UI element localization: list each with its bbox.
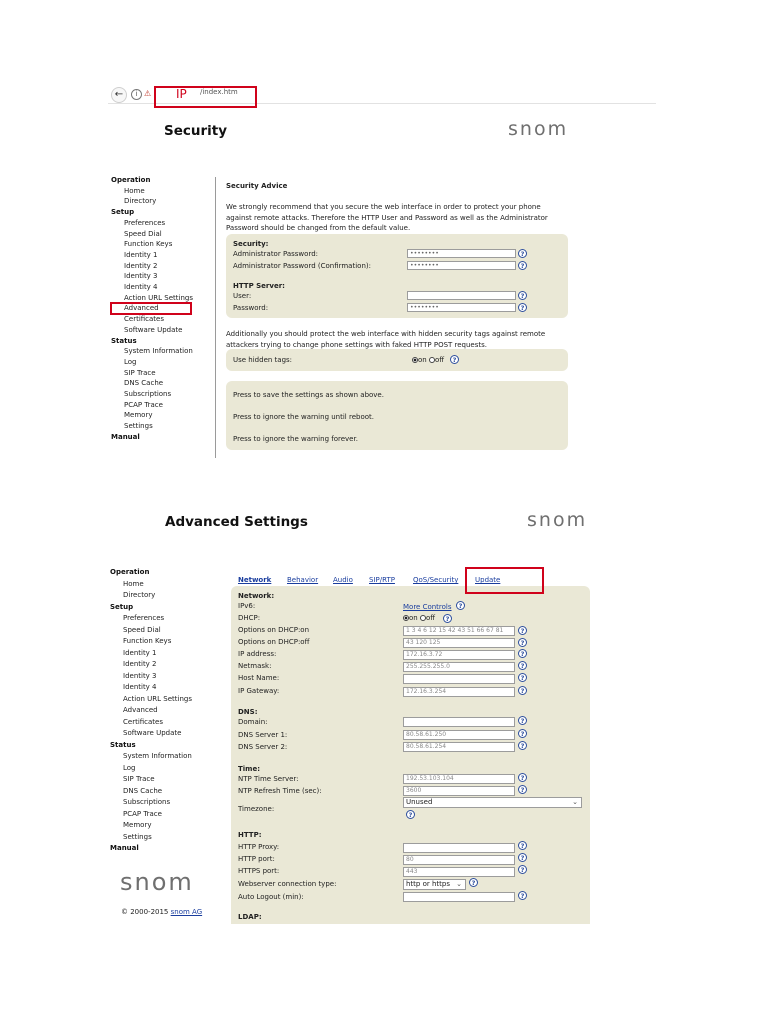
host-label: Host Name: bbox=[238, 674, 280, 682]
sidebar-item-sip-trace[interactable]: SIP Trace bbox=[124, 368, 156, 377]
radio-off-label: off bbox=[434, 356, 445, 364]
help-icon[interactable]: ? bbox=[518, 741, 527, 750]
help-icon[interactable]: ? bbox=[518, 261, 527, 270]
security-fields-panel bbox=[226, 234, 568, 318]
options-on-input[interactable]: 1 3 4 6 12 15 42 43 51 66 67 81 bbox=[403, 626, 515, 636]
tab-qos-security[interactable]: QoS/Security bbox=[413, 576, 459, 584]
sidebar-item-function-keys[interactable]: Function Keys bbox=[123, 637, 172, 645]
options-off-input[interactable]: 43 120 125 bbox=[403, 638, 515, 648]
help-icon[interactable]: ? bbox=[469, 878, 478, 887]
sidebar-item-software-update[interactable]: Software Update bbox=[124, 325, 183, 334]
help-icon[interactable]: ? bbox=[518, 729, 527, 738]
sidebar-item-speed-dial[interactable]: Speed Dial bbox=[124, 229, 162, 238]
sidebar-item-action-url[interactable]: Action URL Settings bbox=[124, 293, 193, 302]
admin-password-label: Administrator Password: bbox=[233, 250, 318, 258]
webserver-select[interactable] bbox=[403, 879, 466, 890]
security-advice-title: Security Advice bbox=[226, 182, 288, 190]
hidden-tags-panel bbox=[226, 349, 568, 371]
sidebar-item-identity-1[interactable]: Identity 1 bbox=[123, 648, 157, 657]
save-settings-button[interactable]: Press to save the settings as shown above. bbox=[233, 391, 384, 399]
user-row bbox=[226, 291, 568, 302]
sidebar-item-advanced[interactable]: Advanced bbox=[124, 304, 159, 313]
ip-label: IP address: bbox=[238, 650, 277, 658]
sidebar-item-system-information[interactable]: System Information bbox=[123, 752, 192, 760]
help-icon[interactable]: ? bbox=[518, 661, 527, 670]
sidebar-item-log[interactable]: Log bbox=[123, 763, 136, 772]
domain-label: Domain: bbox=[238, 718, 268, 726]
options-off-label: Options on DHCP:off bbox=[238, 638, 310, 646]
hidden-tags-text: Additionally you should protect the web interface with hidden security tags against remote attackers trying to change phone settings with faked HTTP POST requests. bbox=[226, 330, 546, 349]
copyright-link[interactable]: snom AG bbox=[170, 908, 203, 916]
advanced-sidebar bbox=[110, 567, 220, 855]
help-icon[interactable]: ? bbox=[518, 303, 527, 312]
sidebar-item-identity-2[interactable]: Identity 2 bbox=[124, 261, 158, 270]
dns2-input[interactable]: 80.58.61.254 bbox=[403, 742, 515, 752]
user-input[interactable] bbox=[407, 291, 516, 300]
sidebar-item-identity-1[interactable]: Identity 1 bbox=[124, 250, 158, 259]
dhcp-radio-group bbox=[403, 614, 435, 622]
tab-audio[interactable]: Audio bbox=[333, 576, 353, 584]
sidebar-item-speed-dial[interactable]: Speed Dial bbox=[123, 625, 161, 634]
dns-heading: DNS: bbox=[238, 708, 258, 716]
sidebar-item-identity-3[interactable]: Identity 3 bbox=[123, 671, 157, 680]
sidebar-item-pcap-trace[interactable]: PCAP Trace bbox=[124, 400, 163, 409]
sidebar-item-identity-4[interactable]: Identity 4 bbox=[124, 283, 158, 292]
sidebar-item-certificates[interactable]: Certificates bbox=[124, 315, 165, 324]
help-icon[interactable]: ? bbox=[518, 638, 527, 647]
sidebar-section-operation: Operation bbox=[111, 176, 151, 184]
dns2-label: DNS Server 2: bbox=[238, 743, 288, 751]
https-port-input[interactable]: 443 bbox=[403, 867, 515, 877]
webserver-label: Webserver connection type: bbox=[238, 880, 337, 888]
sidebar-item-function-keys[interactable]: Function Keys bbox=[124, 240, 173, 249]
tab-update[interactable]: Update bbox=[475, 576, 501, 584]
ntp-server-label: NTP Time Server: bbox=[238, 775, 299, 783]
help-icon[interactable]: ? bbox=[518, 291, 527, 300]
sidebar-item-settings[interactable]: Settings bbox=[124, 422, 153, 431]
password-row bbox=[226, 303, 568, 314]
sidebar-divider bbox=[215, 177, 216, 458]
help-icon[interactable]: ? bbox=[518, 673, 527, 682]
https-port-label: HTTPS port: bbox=[238, 867, 280, 875]
tab-network[interactable]: Network bbox=[238, 576, 272, 584]
user-label: User: bbox=[233, 292, 252, 300]
timezone-select[interactable] bbox=[403, 797, 582, 808]
host-input[interactable] bbox=[403, 674, 515, 684]
timezone-label: Timezone: bbox=[238, 805, 275, 813]
http-port-label: HTTP port: bbox=[238, 855, 275, 863]
sidebar-item-preferences[interactable]: Preferences bbox=[124, 218, 166, 227]
help-icon[interactable]: ? bbox=[518, 686, 527, 695]
actions-panel bbox=[226, 381, 568, 450]
admin-confirm-row bbox=[226, 261, 568, 272]
http-server-heading: HTTP Server: bbox=[233, 282, 285, 290]
info-icon[interactable]: i bbox=[131, 89, 142, 100]
netmask-input[interactable]: 255.255.255.0 bbox=[403, 662, 515, 672]
hidden-tags-radio-group bbox=[412, 356, 444, 364]
sidebar-section-status: Status bbox=[111, 336, 137, 345]
ldap-heading: LDAP: bbox=[238, 913, 262, 921]
snom-logo: snom bbox=[527, 509, 588, 531]
sidebar-item-home[interactable]: Home bbox=[124, 186, 145, 195]
snom-logo: snom bbox=[508, 118, 569, 140]
sidebar-item-directory[interactable]: Directory bbox=[123, 591, 156, 599]
help-icon[interactable]: ? bbox=[518, 785, 527, 794]
sidebar-item-directory[interactable]: Directory bbox=[124, 197, 157, 206]
sidebar-item-pcap-trace[interactable]: PCAP Trace bbox=[123, 809, 162, 818]
dns1-label: DNS Server 1: bbox=[238, 731, 288, 739]
lock-icon: ⚠ bbox=[144, 89, 152, 98]
domain-input[interactable] bbox=[403, 717, 515, 727]
advanced-page-title: Advanced Settings bbox=[165, 514, 308, 530]
help-icon[interactable]: ? bbox=[518, 716, 527, 725]
netmask-label: Netmask: bbox=[238, 662, 272, 670]
http-heading: HTTP: bbox=[238, 831, 262, 839]
security-heading: Security: bbox=[233, 240, 269, 248]
sidebar-item-subscriptions[interactable]: Subscriptions bbox=[123, 798, 171, 806]
hidden-tags-label: Use hidden tags: bbox=[233, 356, 293, 364]
network-heading: Network: bbox=[238, 592, 275, 600]
sidebar-item-dns-cache[interactable]: DNS Cache bbox=[123, 786, 163, 795]
sidebar-item-certificates[interactable]: Certificates bbox=[123, 717, 164, 726]
dhcp-off-label: off bbox=[425, 614, 436, 622]
timezone-value: Unused bbox=[406, 798, 433, 806]
help-icon[interactable]: ? bbox=[450, 355, 459, 364]
password-label: Password: bbox=[233, 304, 269, 312]
sidebar-section-status: Status bbox=[110, 740, 136, 749]
ip-input[interactable]: 172.16.3.72 bbox=[403, 650, 515, 660]
ignore-forever-button[interactable]: Press to ignore the warning forever. bbox=[233, 435, 358, 443]
ntp-refresh-input[interactable]: 3600 bbox=[403, 786, 515, 796]
sidebar-item-preferences[interactable]: Preferences bbox=[123, 614, 165, 622]
sidebar-section-manual[interactable]: Manual bbox=[111, 432, 140, 441]
dns1-input[interactable]: 80.58.61.250 bbox=[403, 730, 515, 740]
sidebar-item-settings[interactable]: Settings bbox=[123, 832, 152, 841]
sidebar-section-manual[interactable]: Manual bbox=[110, 844, 139, 852]
sidebar-section-operation: Operation bbox=[110, 568, 150, 576]
gateway-label: IP Gateway: bbox=[238, 687, 280, 695]
tab-sip-rtp[interactable]: SIP/RTP bbox=[369, 576, 395, 584]
sidebar-section-setup: Setup bbox=[111, 208, 135, 217]
help-icon[interactable]: ? bbox=[518, 891, 527, 900]
sidebar-item-sip-trace[interactable]: SIP Trace bbox=[123, 775, 155, 783]
sidebar-item-subscriptions[interactable]: Subscriptions bbox=[124, 390, 172, 399]
ntp-refresh-label: NTP Refresh Time (sec): bbox=[238, 787, 322, 795]
http-port-input[interactable]: 80 bbox=[403, 855, 515, 865]
sidebar-item-action-url[interactable]: Action URL Settings bbox=[123, 694, 192, 703]
options-on-label: Options on DHCP:on bbox=[238, 626, 310, 634]
advanced-highlight-box bbox=[110, 302, 192, 315]
sidebar-section-setup: Setup bbox=[110, 602, 134, 611]
admin-confirm-input[interactable]: •••••••• bbox=[407, 261, 516, 270]
admin-password-input[interactable]: •••••••• bbox=[407, 249, 516, 258]
security-page-title: Security bbox=[164, 123, 228, 139]
help-icon[interactable]: ? bbox=[518, 853, 527, 862]
help-icon[interactable]: ? bbox=[443, 614, 452, 623]
dhcp-on-label: on bbox=[409, 614, 418, 622]
password-input[interactable]: •••••••• bbox=[407, 303, 516, 312]
help-icon[interactable]: ? bbox=[518, 626, 527, 635]
help-icon[interactable]: ? bbox=[518, 773, 527, 782]
ignore-until-reboot-button[interactable]: Press to ignore the warning until reboot. bbox=[233, 413, 374, 421]
auto-logout-input[interactable] bbox=[403, 892, 515, 902]
back-arrow-icon[interactable]: ← bbox=[111, 87, 127, 103]
chevron-down-icon: ⌄ bbox=[456, 880, 462, 888]
url-path: /index.htm bbox=[200, 88, 238, 96]
url-ip: IP bbox=[176, 87, 187, 101]
sidebar-item-memory[interactable]: Memory bbox=[123, 821, 152, 829]
sidebar-item-home[interactable]: Home bbox=[123, 579, 144, 588]
gateway-input[interactable]: 172.16.3.254 bbox=[403, 687, 515, 697]
http-proxy-input[interactable] bbox=[403, 843, 515, 853]
sidebar-item-log[interactable]: Log bbox=[124, 357, 137, 366]
copyright-text: © 2000-2015 bbox=[121, 908, 169, 916]
webserver-value: http or https bbox=[406, 880, 450, 888]
sidebar-item-system-information[interactable]: System Information bbox=[124, 347, 193, 356]
sidebar-item-advanced[interactable]: Advanced bbox=[123, 706, 158, 714]
http-proxy-label: HTTP Proxy: bbox=[238, 843, 280, 851]
sidebar-item-identity-2[interactable]: Identity 2 bbox=[123, 660, 157, 668]
sidebar-item-dns-cache[interactable]: DNS Cache bbox=[124, 379, 164, 388]
radio-on-label: on bbox=[418, 356, 427, 364]
security-advice-text: We strongly recommend that you secure the web interface in order to protect your phone against remote attacks. Therefore the HTTP User and Password as well as the Administrator Password should be changed from the default value. bbox=[226, 203, 548, 232]
help-icon[interactable]: ? bbox=[456, 601, 465, 610]
copyright bbox=[121, 908, 202, 916]
tab-behavior[interactable]: Behavior bbox=[287, 576, 319, 584]
auto-logout-label: Auto Logout (min): bbox=[238, 893, 304, 901]
help-icon[interactable]: ? bbox=[518, 249, 527, 258]
dhcp-label: DHCP: bbox=[238, 614, 261, 622]
snom-footer-logo: snom bbox=[120, 868, 194, 896]
more-controls-link[interactable]: More Controls bbox=[403, 603, 452, 611]
admin-confirm-label: Administrator Password (Confirmation): bbox=[233, 262, 371, 270]
help-icon[interactable]: ? bbox=[406, 810, 415, 819]
time-heading: Time: bbox=[238, 765, 261, 773]
ipv6-label: IPv6: bbox=[238, 602, 256, 610]
update-tab-highlight-box bbox=[465, 567, 544, 594]
chevron-down-icon: ⌄ bbox=[572, 798, 578, 806]
sidebar-item-identity-4[interactable]: Identity 4 bbox=[123, 683, 157, 691]
ntp-server-input[interactable]: 192.53.103.104 bbox=[403, 774, 515, 784]
sidebar-item-memory[interactable]: Memory bbox=[124, 411, 153, 420]
sidebar-item-identity-3[interactable]: Identity 3 bbox=[124, 272, 158, 281]
url-highlight-box bbox=[154, 86, 257, 108]
help-icon[interactable]: ? bbox=[518, 865, 527, 874]
help-icon[interactable]: ? bbox=[518, 649, 527, 658]
help-icon[interactable]: ? bbox=[518, 841, 527, 850]
sidebar-item-software-update[interactable]: Software Update bbox=[123, 729, 182, 737]
admin-password-row bbox=[226, 249, 568, 260]
